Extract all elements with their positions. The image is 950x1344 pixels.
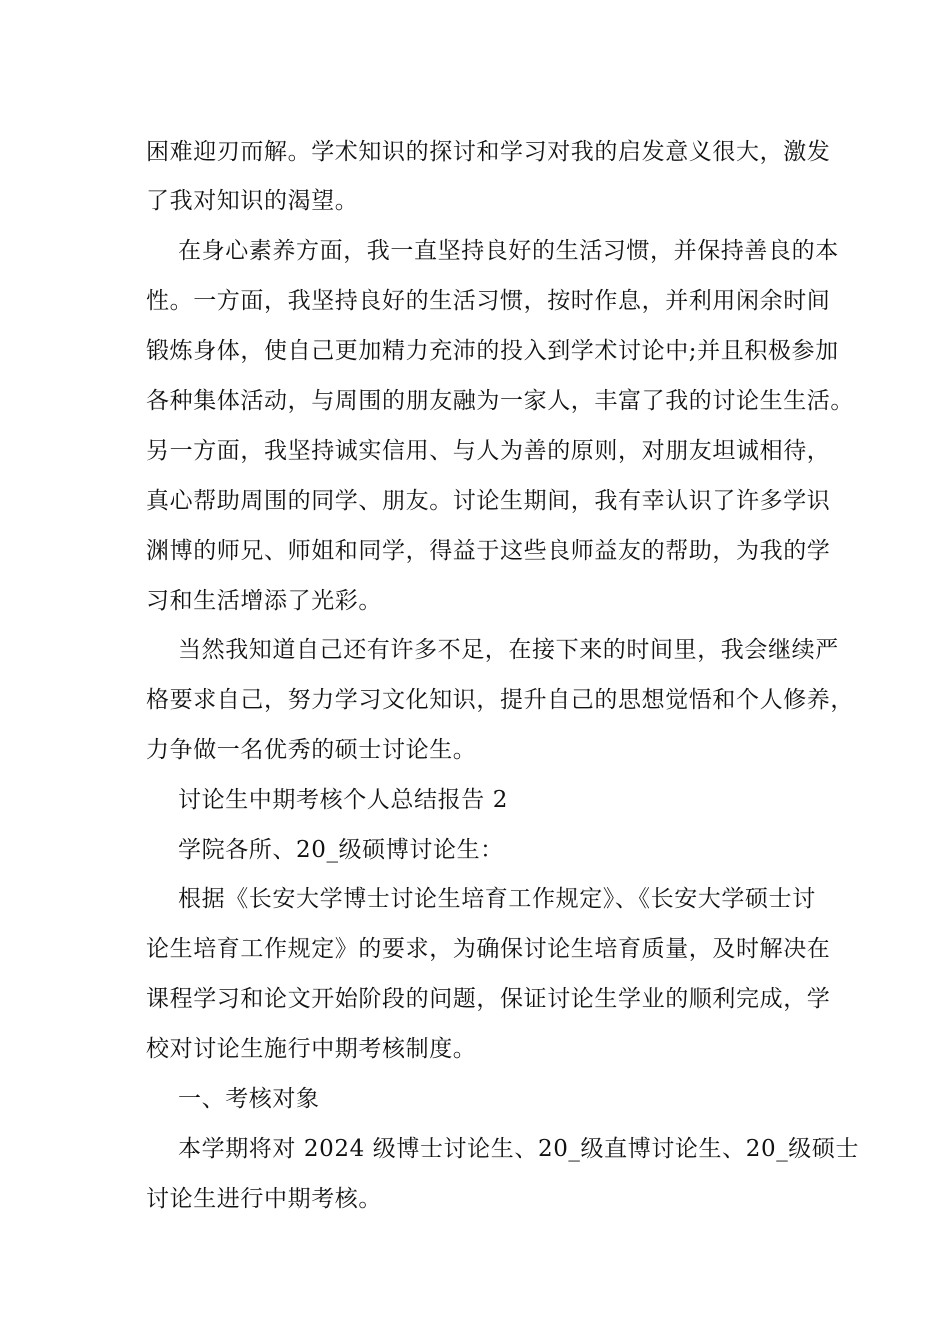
text-line: 课程学习和论文开始阶段的问题，保证讨论生学业的顺利完成，学 <box>146 986 831 1012</box>
section-heading: 讨论生中期考核个人总结报告 2 <box>178 787 508 813</box>
text-line: 性。一方面，我坚持良好的生活习惯，按时作息，并利用闲余时间 <box>146 288 831 314</box>
text-line: 渊博的师兄、师姐和同学，得益于这些良师益友的帮助，为我的学 <box>146 538 831 564</box>
text-line: 习和生活增添了光彩。 <box>146 588 382 614</box>
text-line: 根据《长安大学博士讨论生培育工作规定》、《长安大学硕士讨 <box>178 886 816 912</box>
text-line: 论生培育工作规定》的要求，为确保讨论生培育质量，及时解决在 <box>146 936 831 962</box>
text-line: 了我对知识的渴望。 <box>146 188 359 214</box>
text-line: 另一方面，我坚持诚实信用、与人为善的原则，对朋友坦诚相待， <box>146 438 831 464</box>
text-line: 力争做一名优秀的硕士讨论生。 <box>146 737 477 763</box>
text-line: 格要求自己，努力学习文化知识，提升自己的思想觉悟和个人修养， <box>146 687 854 713</box>
text-line: 在身心素养方面，我一直坚持良好的生活习惯，并保持善良的本 <box>178 238 839 264</box>
text-line: 各种集体活动，与周围的朋友融为一家人，丰富了我的讨论生生活。 <box>146 388 854 414</box>
text-line: 讨论生进行中期考核。 <box>146 1186 382 1212</box>
text-line: 困难迎刃而解。学术知识的探讨和学习对我的启发意义很大，激发 <box>146 139 831 165</box>
text-line: 锻炼身体，使自己更加精力充沛的投入到学术讨论中;并且积极参加 <box>146 338 839 364</box>
subsection-heading: 一、考核对象 <box>178 1086 320 1112</box>
text-line: 校对讨论生施行中期考核制度。 <box>146 1036 477 1062</box>
text-line: 本学期将对 2024 级博士讨论生、20_级直博讨论生、20_级硕士 <box>178 1136 860 1162</box>
salutation: 学院各所、20_级硕博讨论生： <box>178 837 504 863</box>
text-line: 真心帮助周围的同学、朋友。讨论生期间，我有幸认识了许多学识 <box>146 488 831 514</box>
text-line: 当然我知道自己还有许多不足，在接下来的时间里，我会继续严 <box>178 637 839 663</box>
